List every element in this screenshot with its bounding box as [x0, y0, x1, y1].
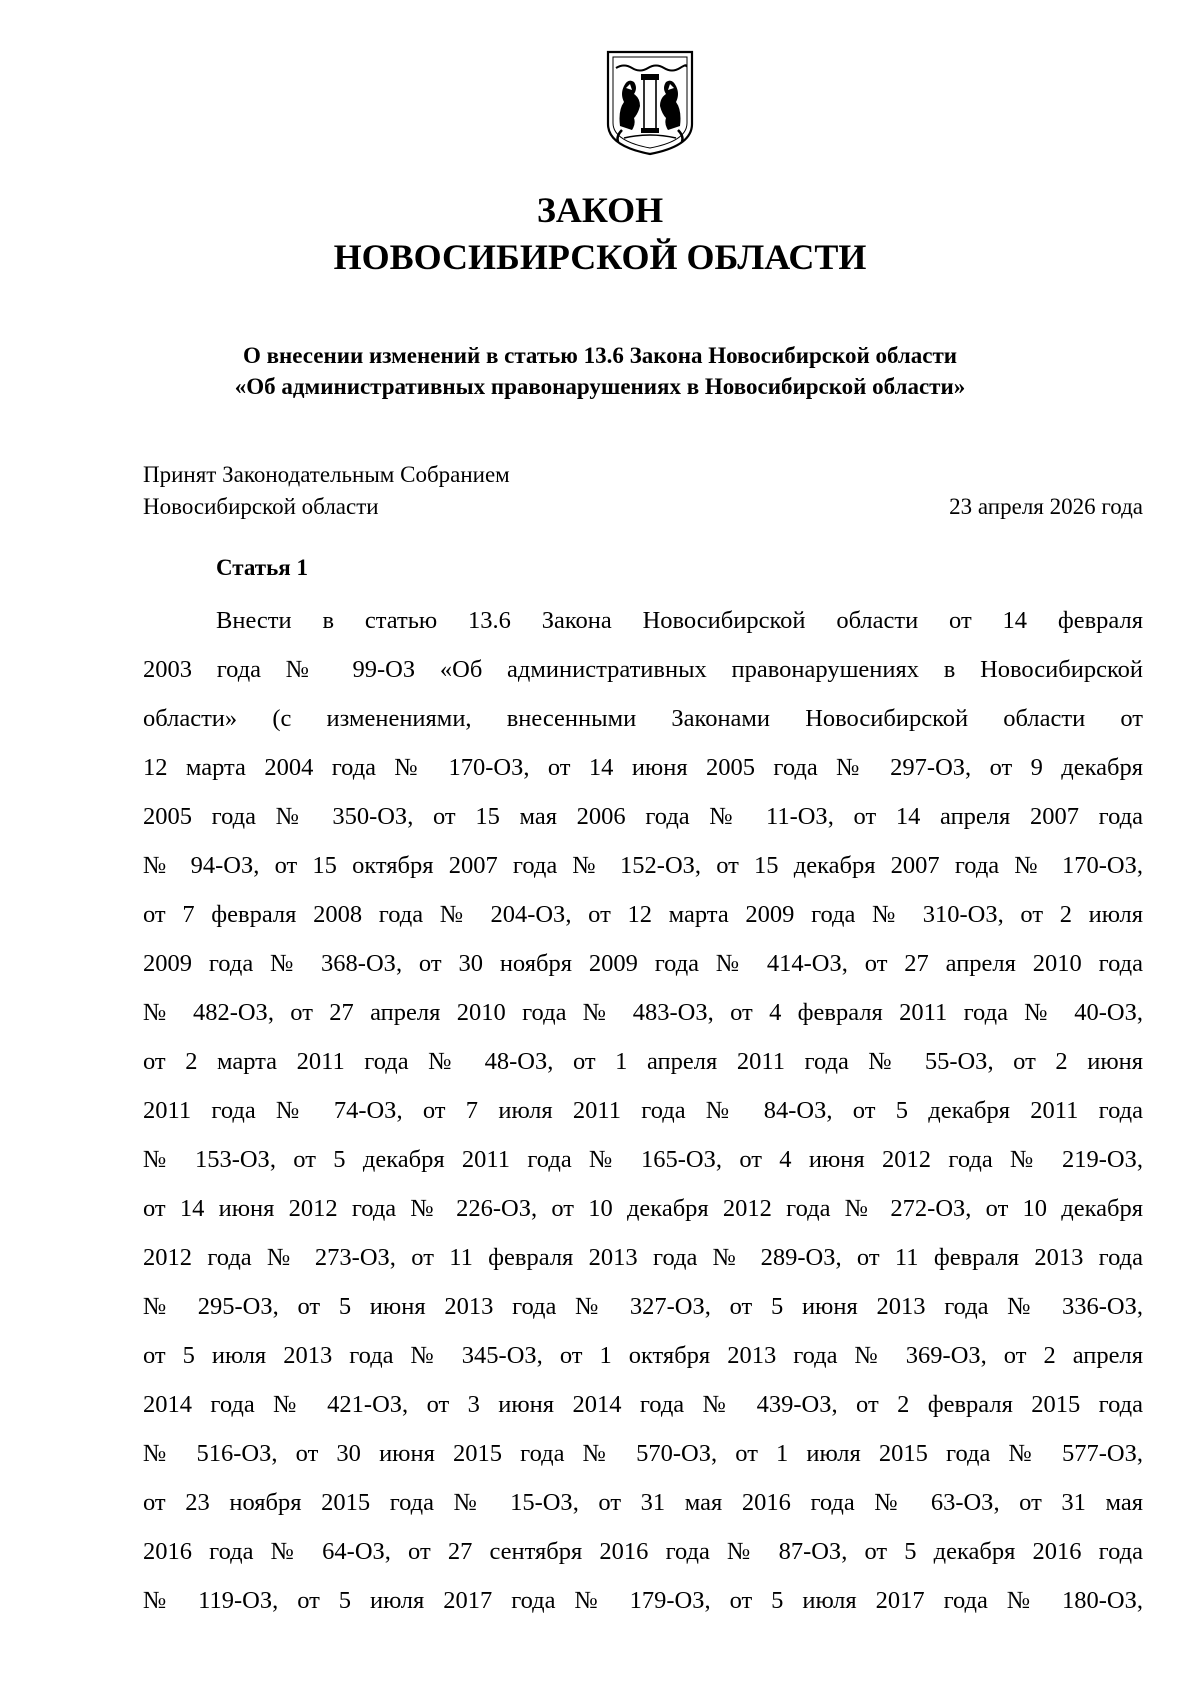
article-line: № 94-ОЗ, от 15 октября 2007 года № 152-ОЗ, от 15 декабря 2007 года № 170-ОЗ,	[143, 852, 1143, 879]
subtitle-line2: «Об административных правонарушениях в Новосибирской области»	[234, 374, 966, 399]
article-line: Внести в статью 13.6 Закона Новосибирской области от 14 февраля	[216, 607, 1143, 634]
article-line: 2003 года № 99-ОЗ «Об административных правонарушениях в Новосибирской	[143, 656, 1143, 683]
document-subtitle	[0, 340, 1200, 402]
article-line: от 5 июля 2013 года № 345-ОЗ, от 1 октября 2013 года № 369-ОЗ, от 2 апреля	[143, 1342, 1143, 1369]
article-line: 2009 года № 368-ОЗ, от 30 ноября 2009 года № 414-ОЗ, от 27 апреля 2010 года	[143, 950, 1143, 977]
article-body	[143, 596, 1143, 1625]
article-line: 12 марта 2004 года № 170-ОЗ, от 14 июня 2005 года № 297-ОЗ, от 9 декабря	[143, 754, 1143, 781]
article-line: 2005 года № 350-ОЗ, от 15 мая 2006 года № 11-ОЗ, от 14 апреля 2007 года	[143, 803, 1143, 830]
document-title-line1: ЗАКОН	[536, 190, 664, 230]
article-line: № 482-ОЗ, от 27 апреля 2010 года № 483-ОЗ, от 4 февраля 2011 года № 40-ОЗ,	[143, 999, 1143, 1026]
article-line: № 516-ОЗ, от 30 июня 2015 года № 570-ОЗ, от 1 июля 2015 года № 577-ОЗ,	[143, 1440, 1143, 1467]
article-line: № 153-ОЗ, от 5 декабря 2011 года № 165-ОЗ, от 4 июня 2012 года № 219-ОЗ,	[143, 1146, 1143, 1173]
article-line: 2012 года № 273-ОЗ, от 11 февраля 2013 года № 289-ОЗ, от 11 февраля 2013 года	[143, 1244, 1143, 1271]
article-line: от 14 июня 2012 года № 226-ОЗ, от 10 декабря 2012 года № 272-ОЗ, от 10 декабря	[143, 1195, 1143, 1222]
article-line: от 23 ноября 2015 года № 15-ОЗ, от 31 мая 2016 года № 63-ОЗ, от 31 мая	[143, 1489, 1143, 1516]
article-line: от 2 марта 2011 года № 48-ОЗ, от 1 апреля 2011 года № 55-ОЗ, от 2 июня	[143, 1048, 1143, 1075]
article-line: 2014 года № 421-ОЗ, от 3 июня 2014 года № 439-ОЗ, от 2 февраля 2015 года	[143, 1391, 1143, 1418]
article-heading: Статья 1	[216, 555, 308, 580]
adoption-line2: Новосибирской области	[143, 494, 379, 519]
article-line: № 295-ОЗ, от 5 июня 2013 года № 327-ОЗ, от 5 июня 2013 года № 336-ОЗ,	[143, 1293, 1143, 1320]
article-line: 2016 года № 64-ОЗ, от 27 сентября 2016 года № 87-ОЗ, от 5 декабря 2016 года	[143, 1538, 1143, 1565]
adoption-line1: Принят Законодательным Собранием	[143, 462, 510, 487]
coat-of-arms-emblem	[604, 48, 696, 156]
adoption-date: 23 апреля 2026 года	[949, 494, 1143, 519]
article-line: от 7 февраля 2008 года № 204-ОЗ, от 12 марта 2009 года № 310-ОЗ, от 2 июля	[143, 901, 1143, 928]
document-title-line2: НОВОСИБИРСКОЙ ОБЛАСТИ	[333, 237, 867, 277]
article-line: области» (с изменениями, внесенными Законами Новосибирской области от	[143, 705, 1143, 732]
subtitle-line1: О внесении изменений в статью 13.6 Закона Новосибирской области	[242, 343, 958, 368]
article-line: № 119-ОЗ, от 5 июля 2017 года № 179-ОЗ, от 5 июля 2017 года № 180-ОЗ,	[143, 1587, 1143, 1614]
article-line: 2011 года № 74-ОЗ, от 7 июля 2011 года № 84-ОЗ, от 5 декабря 2011 года	[143, 1097, 1143, 1124]
